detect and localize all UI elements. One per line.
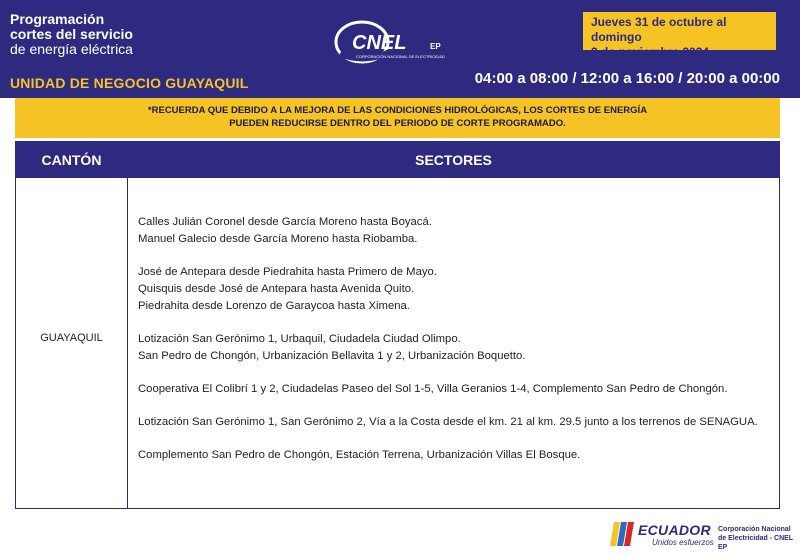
header-banner: [0, 0, 800, 98]
sector-line: Lotización San Gerónimo 1, San Gerónimo 2, Vía a la Costa desde el km. 21 al km. 29.5 junto a los terrenos de SENAGUA.: [138, 416, 758, 428]
sector-line: San Pedro de Chongón, Urbanización Bellavita 1 y 2, Urbanización Boquetto.: [138, 350, 526, 362]
outage-table: [15, 141, 780, 509]
sector-group: [138, 447, 770, 464]
sector-line: Piedrahita desde Lorenzo de Garaycoa hasta Ximena.: [138, 300, 410, 312]
column-divider: [127, 142, 128, 508]
notice-line-2: PUEDEN REDUCIRSE DENTRO DEL PERIODO DE CORTE PROGRAMADO.: [229, 118, 566, 129]
title-line-2: cortes del servicio: [10, 26, 133, 42]
sector-group: [138, 264, 770, 315]
hydrology-notice: [15, 98, 780, 138]
sector-line: Cooperativa El Colibrí 1 y 2, Ciudadelas Paseo del Sol 1-5, Villa Geranios 1-4, Complemento San Pedro de Chongón.: [138, 383, 728, 395]
sector-line: Calles Julián Coronel desde García Moreno hasta Boyacá.: [138, 216, 432, 228]
logo-ep: EP: [430, 42, 441, 51]
ecuador-slogan: Unidos esfuerzos: [652, 538, 714, 547]
corp-line-2: de Electricidad - CNEL EP: [718, 535, 793, 551]
logo-subtitle: CORPORACIÓN NACIONAL DE ELECTRICIDAD: [356, 54, 445, 59]
date-line-1: Jueves 31 de octubre al domingo: [591, 15, 727, 44]
notice-line-1: *RECUERDA QUE DEBIDO A LA MEJORA DE LAS CONDICIONES HIDROLÓGICAS, LOS CORTES DE ENERGÍA: [147, 105, 648, 116]
sector-line: Complemento San Pedro de Chongón, Estación Terrena, Urbanización Villas El Bosque.: [138, 449, 581, 461]
footer-logo: [608, 520, 798, 550]
logo-text: CNEL: [352, 32, 407, 54]
sector-line: Lotización San Gerónimo 1, Urbaquil, Ciudadela Ciudad Olimpo.: [138, 333, 461, 345]
sector-group: [138, 381, 770, 398]
table-header: [16, 142, 779, 178]
business-unit-label: UNIDAD DE NEGOCIO GUAYAQUIL: [10, 75, 249, 91]
sector-line: José de Antepara desde Piedrahita hasta Primero de Mayo.: [138, 266, 437, 278]
canton-cell: GUAYAQUIL: [40, 332, 103, 344]
date-range-box: [583, 12, 776, 59]
flag-stripes-icon: [608, 522, 634, 546]
corporation-label: [718, 525, 798, 552]
sector-group: [138, 414, 770, 431]
outage-hours: 04:00 a 08:00 / 12:00 a 16:00 / 20:00 a 00:00: [474, 70, 780, 87]
sector-line: Quisquis desde José de Antepara hasta Avenida Quito.: [138, 283, 415, 295]
sectors-cell: [138, 214, 770, 480]
sector-group: [138, 214, 770, 248]
title-line-3: de energía eléctrica: [10, 41, 133, 57]
ecuador-wordmark: ECUADOR: [638, 522, 711, 538]
cnel-logo: [330, 16, 470, 72]
title-line-1: Programación: [10, 11, 105, 27]
sector-group: [138, 331, 770, 365]
column-header-sectores: SECTORES: [415, 152, 492, 168]
date-line-2: 3 de noviembre 2024: [591, 45, 710, 59]
column-header-canton: CANTÓN: [41, 152, 102, 168]
sector-line: Manuel Galecio desde García Moreno hasta Riobamba.: [138, 233, 418, 245]
corp-line-1: Corporación Nacional: [718, 526, 791, 533]
page-title: [10, 12, 133, 57]
